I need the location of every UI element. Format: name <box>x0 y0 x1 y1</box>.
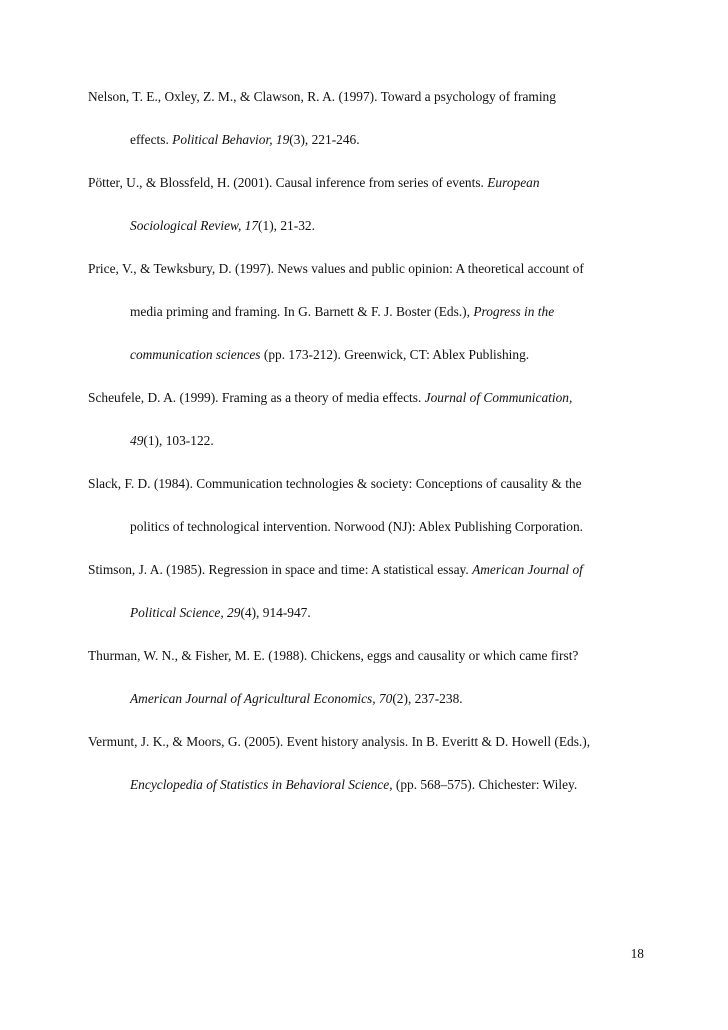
reference-text: Stimson, J. A. (1985). Regression in space and time: A statistical essay. <box>88 562 473 577</box>
reference-italic-text: Political Behavior, 19 <box>172 132 290 147</box>
reference-italic-text: communication sciences <box>130 347 261 362</box>
reference-first-line <box>88 475 648 492</box>
reference-continuation-line <box>88 346 648 363</box>
reference-first-line <box>88 260 648 277</box>
reference-italic-text: Sociological Review, 17 <box>130 218 259 233</box>
reference-continuation-line <box>88 690 648 707</box>
reference-text: (3), 221-246. <box>289 132 360 147</box>
reference-continuation-line <box>88 432 648 449</box>
reference-text: Pötter, U., & Blossfeld, H. (2001). Causal inference from series of events. <box>88 175 488 190</box>
reference-italic-text: Encyclopedia of Statistics in Behavioral Science <box>130 777 390 792</box>
reference-first-line <box>88 561 648 578</box>
reference-first-line <box>88 389 648 406</box>
reference-entry <box>88 174 648 234</box>
reference-italic-text: Political Science, 29 <box>130 605 241 620</box>
reference-first-line <box>88 88 648 105</box>
reference-entry <box>88 88 648 148</box>
reference-entry <box>88 260 648 363</box>
page-number: 18 <box>630 946 644 961</box>
reference-text: (1), 21-32. <box>258 218 315 233</box>
reference-italic-text: Progress in the <box>473 304 555 319</box>
reference-text: effects. <box>130 132 173 147</box>
reference-text: Nelson, T. E., Oxley, Z. M., & Clawson, R. A. (1997). Toward a psychology of framing <box>88 89 556 104</box>
reference-text: Slack, F. D. (1984). Communication technologies & society: Conceptions of causality & the <box>88 476 582 491</box>
reference-italic-text: American Journal of Agricultural Economics, 70 <box>130 691 393 706</box>
reference-continuation-line <box>88 303 648 320</box>
reference-continuation-line <box>88 604 648 621</box>
reference-first-line <box>88 647 648 664</box>
reference-text: (pp. 173-212). Greenwick, CT: Ablex Publishing. <box>260 347 530 362</box>
reference-text: (1), 103-122. <box>143 433 214 448</box>
reference-text: Thurman, W. N., & Fisher, M. E. (1988). Chickens, eggs and causality or which came first? <box>88 648 579 663</box>
reference-italic-text: Journal of Communication, <box>424 390 573 405</box>
reference-text: politics of technological intervention. Norwood (NJ): Ablex Publishing Corporation. <box>130 519 583 534</box>
reference-text: , (pp. 568–575). Chichester: Wiley. <box>389 777 578 792</box>
reference-italic-text: European <box>487 175 540 190</box>
reference-first-line <box>88 733 648 750</box>
reference-text: (4), 914-947. <box>240 605 311 620</box>
reference-entry <box>88 561 648 621</box>
reference-list <box>88 88 648 819</box>
reference-text: (2), 237-238. <box>392 691 463 706</box>
reference-first-line <box>88 174 648 191</box>
reference-text: Scheufele, D. A. (1999). Framing as a theory of media effects. <box>88 390 425 405</box>
reference-text: Vermunt, J. K., & Moors, G. (2005). Event history analysis. In B. Everitt & D. Howell (Eds.), <box>88 734 591 749</box>
reference-continuation-line <box>88 776 648 793</box>
reference-text: Price, V., & Tewksbury, D. (1997). News values and public opinion: A theoretical account of <box>88 261 584 276</box>
reference-italic-text: 49 <box>130 433 144 448</box>
reference-italic-text: American Journal of <box>472 562 583 577</box>
reference-continuation-line <box>88 131 648 148</box>
reference-entry <box>88 475 648 535</box>
reference-entry <box>88 733 648 793</box>
reference-entry <box>88 389 648 449</box>
reference-entry <box>88 647 648 707</box>
reference-continuation-line <box>88 518 648 535</box>
reference-text: media priming and framing. In G. Barnett & F. J. Boster (Eds.), <box>130 304 474 319</box>
reference-continuation-line <box>88 217 648 234</box>
